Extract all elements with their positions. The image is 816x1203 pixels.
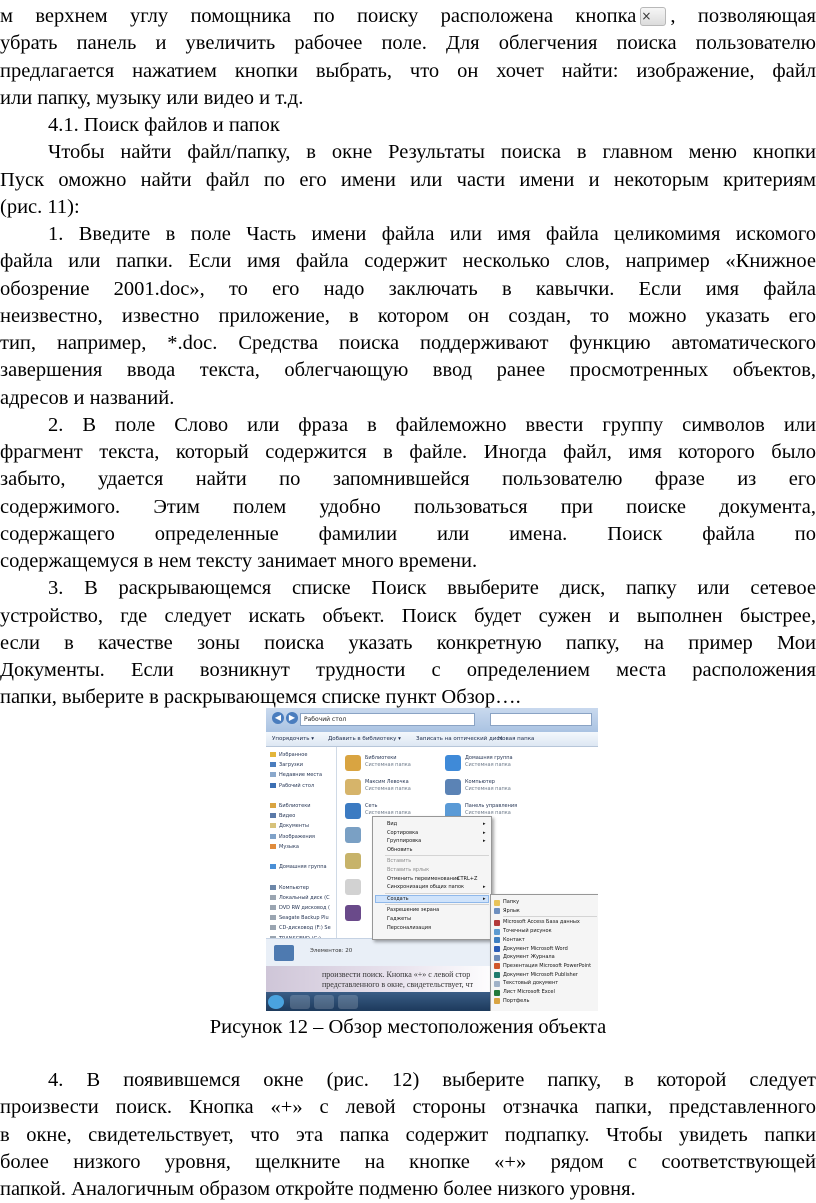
menu-item-label: Сортировка [387, 829, 419, 836]
submenu-item[interactable]: Текстовый документ [503, 980, 559, 987]
sidebar-item-label: Избранное [279, 752, 308, 758]
search-input[interactable] [490, 713, 592, 726]
folder-icon [270, 803, 276, 808]
folder-icon [270, 905, 276, 910]
menu-item-label: Обновить [387, 846, 413, 853]
window-titlebar [266, 708, 598, 732]
back-arrow-icon[interactable]: ◀ [272, 712, 284, 724]
top-line [0, 2, 816, 30]
menu-item-label: Гаджеты [387, 916, 412, 922]
menu-item-label: Разрешение экрана [387, 907, 440, 914]
top-line: или папку, музыку или видео и т.д. [0, 86, 304, 109]
item-label: Библиотеки [365, 755, 397, 761]
status-count: Элементов: 20 [310, 948, 353, 954]
item-icon [345, 827, 361, 843]
item-label: Сеть [365, 803, 378, 809]
menu-separator [385, 855, 489, 856]
text-segment: , позволяющая [670, 5, 816, 27]
top-line: обозрение 2001.doc», то его надо заключать в кавычки. Если имя файла [0, 277, 816, 300]
close-icon[interactable]: × [640, 7, 666, 26]
taskbar-media-icon[interactable] [314, 995, 334, 1009]
item-type: Системная папка [365, 810, 411, 816]
submenu-item[interactable]: Точечный рисунок [503, 928, 552, 935]
sidebar-item-label: Загрузки [279, 762, 303, 769]
context-menu-item[interactable] [387, 883, 486, 891]
context-menu-item[interactable] [387, 895, 486, 903]
file-type-icon [494, 946, 500, 952]
bottom-line: папкой. Аналогичным образом откройте подменю более низкого уровня. [0, 1178, 636, 1200]
folder-icon [270, 783, 276, 788]
bottom-line: произвести поиск. Кнопка «+» с левой стороны отзначка папки, представленного [0, 1096, 816, 1119]
item-icon [445, 755, 461, 771]
menu-item-label: Вставить ярлык [387, 867, 430, 873]
file-type-icon [494, 998, 500, 1004]
chevron-right-icon: ▸ [483, 895, 486, 902]
item-type: Системная папка [465, 786, 511, 792]
desktop-icon [274, 945, 294, 961]
item-icon [445, 779, 461, 795]
folder-icon [270, 834, 276, 839]
submenu-item[interactable]: Документ Microsoft Publisher [503, 971, 578, 978]
item-type: Системная папка [365, 762, 411, 768]
sidebar-item-label: Домашняя группа [279, 864, 327, 871]
sidebar-item[interactable] [270, 782, 314, 791]
top-line: завершения ввода текста, облегчающую ввод ранее просмотренных объектов, [0, 359, 816, 382]
folder-icon [270, 823, 276, 828]
menu-item-label: Персонализация [387, 924, 431, 931]
address-bar[interactable]: Рабочий стол [300, 713, 475, 726]
chevron-right-icon: ▸ [483, 884, 486, 891]
menu-item-label: Вставить [387, 858, 412, 865]
file-type-icon [494, 929, 500, 935]
toolbar-new-folder[interactable]: Новая папка [498, 736, 535, 742]
menu-separator [385, 904, 489, 905]
top-line: устройство, где следует искать объект. Поиск будет сужен и выполнен быстрее, [0, 604, 816, 627]
chevron-right-icon: ▸ [483, 838, 486, 845]
chevron-right-icon: ▸ [483, 821, 486, 827]
submenu-item[interactable]: Лист Microsoft Excel [503, 989, 555, 995]
top-line: предлагается нажатием кнопки выбрать, что он хочет найти: изображение, файл [0, 59, 816, 82]
top-line: Чтобы найти файл/папку, в окне Результаты поиска в главном меню кнопки [48, 141, 816, 164]
item-icon [345, 755, 361, 771]
item-type: Системная папка [365, 786, 411, 792]
menu-separator [503, 916, 597, 917]
folder-icon [270, 915, 276, 920]
sidebar-item-label: Локальный диск (C [279, 894, 330, 901]
submenu-item[interactable]: Презентация Microsoft PowerPoint [503, 962, 592, 969]
context-menu-item[interactable] [387, 837, 486, 845]
folder-icon [270, 844, 276, 849]
menu-item-label: Группировка [387, 838, 422, 845]
sidebar-item[interactable] [270, 863, 327, 872]
taskbar-explorer-icon[interactable] [290, 995, 310, 1009]
submenu-item[interactable]: Ярлык [503, 907, 520, 914]
file-type-icon [494, 955, 500, 961]
bottom-line: 4. В появившемся окне (рис. 12) выберите папку, в которой следует [48, 1069, 816, 1091]
top-line: содержимого. Этим полем удобно пользоваться при поиске документа, [0, 495, 816, 518]
folder-icon [270, 864, 276, 869]
folder-icon [270, 813, 276, 818]
explorer-toolbar [266, 732, 598, 747]
item-type: Системная папка [465, 762, 511, 768]
file-type-icon [494, 963, 500, 969]
sidebar-item-label: Музыка [279, 843, 299, 850]
figure-screenshot [266, 708, 598, 1011]
submenu-item[interactable]: Папку [503, 899, 520, 905]
submenu-item[interactable]: Microsoft Access База данных [503, 919, 580, 926]
sidebar-item[interactable] [270, 924, 331, 933]
create-submenu [490, 894, 598, 1011]
menu-item-label: Отменить переименование [387, 875, 460, 882]
item-icon [345, 879, 361, 895]
folder-icon [270, 762, 276, 767]
folder-icon [270, 752, 276, 757]
sidebar-item[interactable] [270, 751, 307, 760]
sidebar-item[interactable] [270, 914, 329, 923]
file-type-icon [494, 908, 500, 914]
item-label: Максим Левочка [365, 779, 409, 785]
top-line: файла или папки. Если имя файла содержит несколько слов, например «Книжное [0, 250, 816, 273]
top-line: 3. В раскрывающемся списке Поиск ввыберите диск, папку или сетевое [48, 577, 816, 600]
folder-icon [270, 895, 276, 900]
file-type-icon [494, 900, 500, 906]
sidebar-item[interactable] [270, 904, 330, 913]
top-line: 2. В поле Слово или фраза в файлеможно ввести группу символов или [48, 413, 816, 436]
context-menu-item[interactable] [387, 866, 429, 874]
submenu-item[interactable]: Контакт [503, 936, 525, 943]
sidebar-item[interactable] [270, 884, 309, 893]
context-menu-item[interactable] [387, 915, 411, 923]
context-menu-item[interactable] [387, 857, 411, 865]
figure-caption: Рисунок 12 – Обзор местоположения объекта [209, 1016, 607, 1038]
sidebar-item-label: Seagate Backup Plu [279, 915, 329, 922]
forward-arrow-icon[interactable]: ▶ [286, 712, 298, 724]
context-menu-item[interactable] [387, 906, 439, 914]
sidebar-item[interactable] [270, 761, 303, 770]
start-orb-icon[interactable] [268, 995, 284, 1009]
sidebar-item-label: CD-дисковод (F:) Se [279, 925, 331, 932]
submenu-item[interactable]: Портфель [503, 997, 530, 1004]
sidebar-item-label: DVD RW дисковод ( [279, 905, 330, 911]
text-segment: м верхнем углу помощника по поиску расположена кнопка [0, 5, 637, 27]
file-type-icon [494, 937, 500, 943]
sidebar-item-label: Рабочий стол [279, 782, 315, 789]
sidebar-item[interactable] [270, 843, 299, 852]
sidebar-item-label: Недавние места [279, 772, 323, 779]
file-type-icon [494, 972, 500, 978]
desktop-doc-text-1: произвести поиск. Кнопка «+» с левой стор [322, 970, 471, 979]
sidebar-item[interactable] [270, 771, 322, 780]
top-line: содержащемуся в нем тексту занимает много времени. [0, 550, 478, 572]
desktop-doc-text-2: представленного в окне, свидетельствует, чт [322, 980, 474, 989]
folder-icon [270, 885, 276, 890]
bottom-line: более низкого уровня, щелкните на кнопке «+» рядом с соответствующей [0, 1150, 816, 1173]
context-menu-item[interactable] [387, 924, 431, 932]
desktop-context-menu [372, 816, 492, 940]
context-menu-item[interactable] [387, 820, 486, 828]
item-icon [345, 905, 361, 921]
sidebar-item-label: Документы [279, 823, 309, 830]
submenu-item[interactable]: Документ Журнала [503, 954, 555, 961]
chevron-right-icon: ▸ [483, 829, 486, 836]
folder-icon [270, 772, 276, 777]
top-line: 4.1. Поиск файлов и папок [48, 114, 280, 136]
item-type: Системная папка [465, 810, 511, 816]
top-line: содержащего определенные фамилии или имена. Поиск файла по [0, 522, 816, 545]
top-line: неизвестно, известно приложение, в котором он создан, то можно указать его [0, 304, 816, 327]
sidebar-item[interactable] [270, 822, 309, 831]
taskbar-browser-icon[interactable] [338, 995, 358, 1009]
menu-item-label: Синхронизация общих папок [387, 884, 465, 891]
toolbar-burn[interactable]: Записать на оптический диск [416, 736, 503, 742]
sidebar-item-label: Библиотеки [279, 803, 311, 809]
sidebar-item[interactable] [270, 833, 315, 842]
top-line: убрать панель и увеличить рабочее поле. Для облегчения поиска пользователю [0, 32, 816, 55]
top-line: Документы. Если возникнут трудности с определением места расположения [0, 659, 816, 681]
context-menu-item[interactable] [387, 875, 478, 883]
sidebar-item[interactable] [270, 812, 295, 821]
submenu-item[interactable]: Документ Microsoft Word [503, 945, 568, 952]
menu-shortcut: CTRL+Z [457, 875, 478, 882]
top-line: папки, выберите в раскрывающемся списке пункт Обзор…. [0, 686, 521, 709]
file-type-icon [494, 981, 500, 987]
top-line: фрагмент текста, который содержится в файле. Иногда файл, имя которого было [0, 441, 816, 463]
item-label: Домашняя группа [465, 755, 513, 761]
item-label: Панель управления [465, 803, 518, 809]
toolbar-organize[interactable]: Упорядочить ▾ [272, 736, 315, 742]
sidebar-item-label: Компьютер [279, 884, 309, 891]
top-line: тип, например, *.doc. Средства поиска поддерживают функцию автоматического [0, 332, 816, 354]
sidebar-item-label: Изображения [279, 833, 315, 840]
item-icon [345, 779, 361, 795]
context-menu-item[interactable] [387, 846, 412, 854]
item-label: Компьютер [465, 779, 495, 785]
menu-item-label: Вид [387, 821, 398, 827]
sidebar-item[interactable] [270, 894, 330, 903]
file-type-icon [494, 990, 500, 996]
top-line: адресов и названий. [0, 386, 175, 409]
sidebar-item-label: Видео [279, 813, 296, 820]
bottom-line: в окне, свидетельствует, что эта папка содержит подпапку. Чтобы увидеть папки [0, 1123, 816, 1146]
item-icon [345, 853, 361, 869]
item-icon [345, 803, 361, 819]
top-line: Пуск оможно найти файл по его имени или части имени и некоторым критериям [0, 168, 816, 191]
context-menu-item[interactable] [387, 829, 486, 837]
folder-icon [270, 925, 276, 930]
top-line: 1. Введите в поле Часть имени файла или имя файла целикомимя искомого [48, 223, 816, 245]
top-line: (рис. 11): [0, 195, 80, 218]
toolbar-add-to-library[interactable]: Добавить в библиотеку ▾ [328, 736, 401, 742]
file-type-icon [494, 920, 500, 926]
top-line: если в качестве зоны поиска указать конкретную папку, на пример Мои [0, 631, 816, 654]
top-line: забыто, удается найти по запомнившейся пользователю фразе из его [0, 468, 816, 491]
menu-separator [385, 893, 489, 894]
menu-item-label: Создать [387, 895, 409, 902]
sidebar-item[interactable] [270, 802, 311, 811]
